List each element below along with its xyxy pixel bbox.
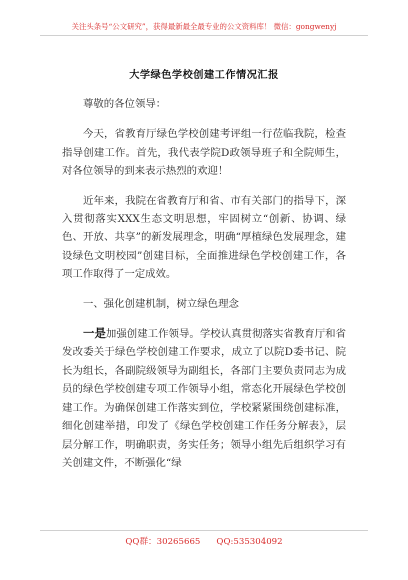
paragraph-overview: 近年来，我院在省教育厅和省、市有关部门的指导下，深入贯彻落实XXX生态文明思想，牢固树立“创新、协调、绿色、开放、共享”的新发展理念，明确“厚植绿色发展理念，建设绿色文明校园”创建目标，全面推进绿色学校创建工作，各项工作取得了一定成效。 <box>62 194 346 281</box>
footer-divider <box>40 530 368 531</box>
document-title: 大学绿色学校创建工作情况汇报 <box>129 69 279 81</box>
header-promo-text: 关注头条号“公文研究”，获得最新最全最专业的公文资料库！ 微信：gongwenyj <box>71 22 337 31</box>
paragraph-welcome: 今天，省教育厅绿色学校创建考评组一行莅临我院，检查指导创建工作。首先，我代表学院D政领导班子和全院师生，对各位领导的到来表示热烈的欢迎！ <box>62 128 346 178</box>
lead-paragraph-text: 加强创建工作领导。学校认真贯彻落实省教育厅和省发改委关于绿色学校创建工作要求，成立了以院D委书记、院长为组长，各副院级领导为副组长，各部门主要负责同志为成员的绿色学校创建专项工作领导小组，常态化开展绿色学校创建工作。为确保创建工作落实到位，学校紧紧围绕创建标准，细化创建举措，印发了《绿色学校创建工作任务分解表》，层层分解工作，明确职责，务实任务；领导小组先后组织学习有关创建文件，不断强化“绿 <box>62 328 346 469</box>
footer <box>0 535 408 547</box>
greeting: 尊敬的各位领导： <box>83 98 167 110</box>
paragraph-leadership <box>62 324 346 472</box>
document-body <box>62 95 346 483</box>
footer-qq-number: QQ:535304092 <box>216 537 283 547</box>
section-heading: 一、强化创建机制，树立绿色理念 <box>83 297 239 310</box>
footer-qq-group: QQ群：30265665 <box>125 537 201 547</box>
lead-label: 一是 <box>83 326 106 341</box>
header-divider <box>40 35 368 36</box>
